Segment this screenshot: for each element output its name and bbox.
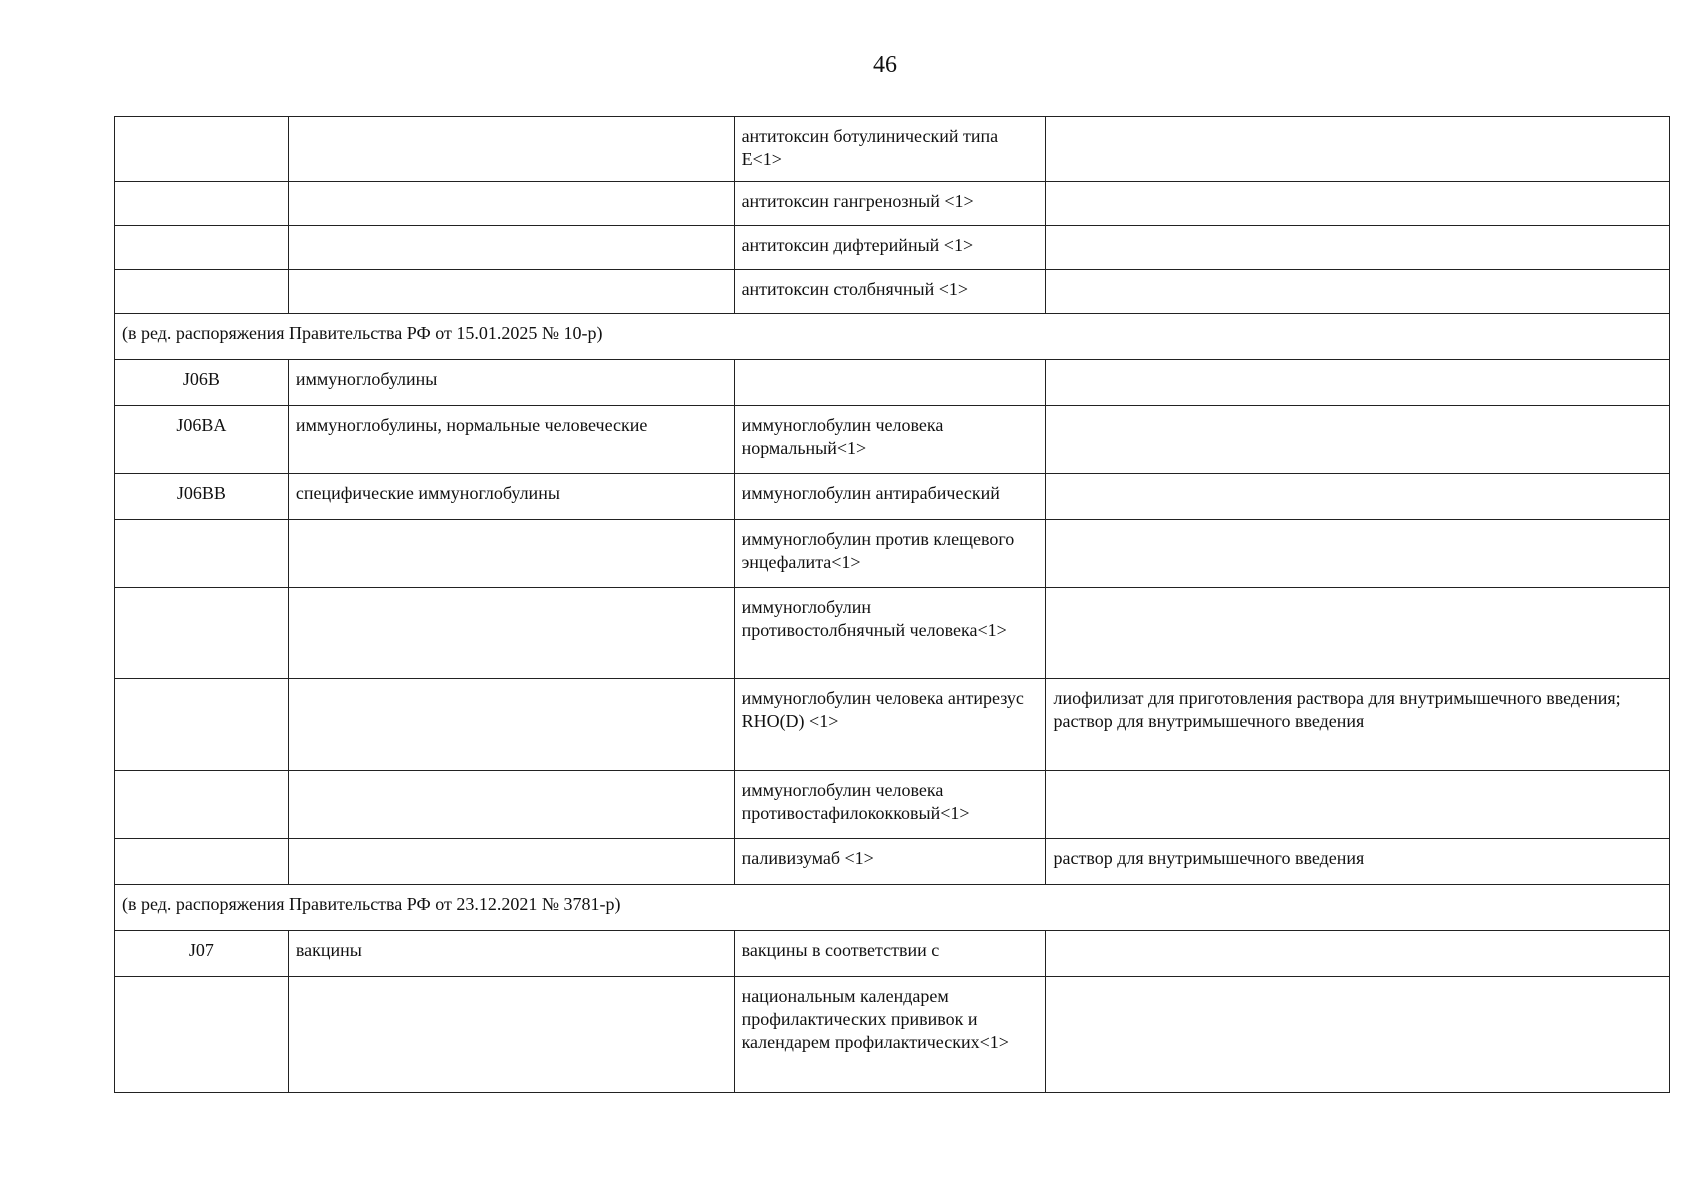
- atc-code-cell: J07: [115, 931, 289, 977]
- table-row: [115, 520, 1670, 588]
- atc-group-cell: [288, 182, 734, 226]
- atc-group-cell: [288, 588, 734, 679]
- atc-group-cell: [288, 977, 734, 1093]
- atc-code-cell: J06BA: [115, 406, 289, 474]
- table-row: [115, 588, 1670, 679]
- drug-name-cell: антитоксин дифтерийный <1>: [734, 226, 1046, 270]
- atc-group-cell: [288, 839, 734, 885]
- atc-group-cell: [288, 679, 734, 771]
- atc-group-cell: [288, 771, 734, 839]
- amendment-note-row: [115, 314, 1670, 360]
- atc-group-cell: [288, 520, 734, 588]
- table-row: [115, 182, 1670, 226]
- drug-name-cell: иммуноглобулин противостолбнячный человека<1>: [734, 588, 1046, 679]
- dosage-form-cell: [1046, 182, 1670, 226]
- table-row: [115, 406, 1670, 474]
- atc-code-cell: [115, 839, 289, 885]
- drug-name-cell: антитоксин гангренозный <1>: [734, 182, 1046, 226]
- table-row: [115, 474, 1670, 520]
- dosage-form-cell: раствор для внутримышечного введения: [1046, 839, 1670, 885]
- atc-code-cell: [115, 270, 289, 314]
- atc-group-cell: [288, 270, 734, 314]
- amendment-note: (в ред. распоряжения Правительства РФ от 15.01.2025 № 10-р): [115, 314, 1670, 360]
- dosage-form-cell: [1046, 520, 1670, 588]
- dosage-form-cell: [1046, 360, 1670, 406]
- atc-code-cell: J06B: [115, 360, 289, 406]
- table-row: [115, 360, 1670, 406]
- atc-code-cell: [115, 182, 289, 226]
- dosage-form-cell: [1046, 977, 1670, 1093]
- atc-code-cell: J06BB: [115, 474, 289, 520]
- table-row: [115, 226, 1670, 270]
- drug-name-cell: антитоксин ботулинический типа E<1>: [734, 117, 1046, 182]
- table-body: [115, 117, 1670, 1093]
- atc-code-cell: [115, 679, 289, 771]
- atc-group-cell: иммуноглобулины, нормальные человеческие: [288, 406, 734, 474]
- dosage-form-cell: [1046, 270, 1670, 314]
- atc-code-cell: [115, 520, 289, 588]
- dosage-form-cell: [1046, 474, 1670, 520]
- atc-group-cell: [288, 226, 734, 270]
- drug-name-cell: иммуноглобулин против клещевого энцефалита<1>: [734, 520, 1046, 588]
- atc-group-cell: [288, 117, 734, 182]
- dosage-form-cell: [1046, 931, 1670, 977]
- atc-code-cell: [115, 771, 289, 839]
- amendment-note-row: [115, 885, 1670, 931]
- page-number: 46: [873, 52, 897, 78]
- table-row: [115, 771, 1670, 839]
- dosage-form-cell: [1046, 406, 1670, 474]
- amendment-note: (в ред. распоряжения Правительства РФ от 23.12.2021 № 3781-р): [115, 885, 1670, 931]
- table-row: [115, 977, 1670, 1093]
- table-row: [115, 117, 1670, 182]
- atc-code-cell: [115, 588, 289, 679]
- dosage-form-cell: [1046, 588, 1670, 679]
- drug-name-cell: антитоксин столбнячный <1>: [734, 270, 1046, 314]
- drug-name-cell: [734, 360, 1046, 406]
- medicines-table: [114, 116, 1670, 1093]
- atc-group-cell: специфические иммуноглобулины: [288, 474, 734, 520]
- dosage-form-cell: [1046, 117, 1670, 182]
- drug-name-cell: иммуноглобулин человека антирезус RHO(D) <1>: [734, 679, 1046, 771]
- atc-code-cell: [115, 226, 289, 270]
- drug-name-cell: иммуноглобулин антирабический: [734, 474, 1046, 520]
- dosage-form-cell: [1046, 226, 1670, 270]
- atc-group-cell: иммуноглобулины: [288, 360, 734, 406]
- dosage-form-cell: лиофилизат для приготовления раствора для внутримышечного введения; раствор для внутримышечного введения: [1046, 679, 1670, 771]
- table-row: [115, 931, 1670, 977]
- drug-name-cell: национальным календарем профилактических прививок и календарем профилактических<1>: [734, 977, 1046, 1093]
- table-row: [115, 839, 1670, 885]
- drug-name-cell: иммуноглобулин человека нормальный<1>: [734, 406, 1046, 474]
- drug-name-cell: вакцины в соответствии с: [734, 931, 1046, 977]
- table-row: [115, 679, 1670, 771]
- drug-name-cell: иммуноглобулин человека противостафилококковый<1>: [734, 771, 1046, 839]
- atc-group-cell: вакцины: [288, 931, 734, 977]
- dosage-form-cell: [1046, 771, 1670, 839]
- table-row: [115, 270, 1670, 314]
- drug-name-cell: паливизумаб <1>: [734, 839, 1046, 885]
- atc-code-cell: [115, 117, 289, 182]
- atc-code-cell: [115, 977, 289, 1093]
